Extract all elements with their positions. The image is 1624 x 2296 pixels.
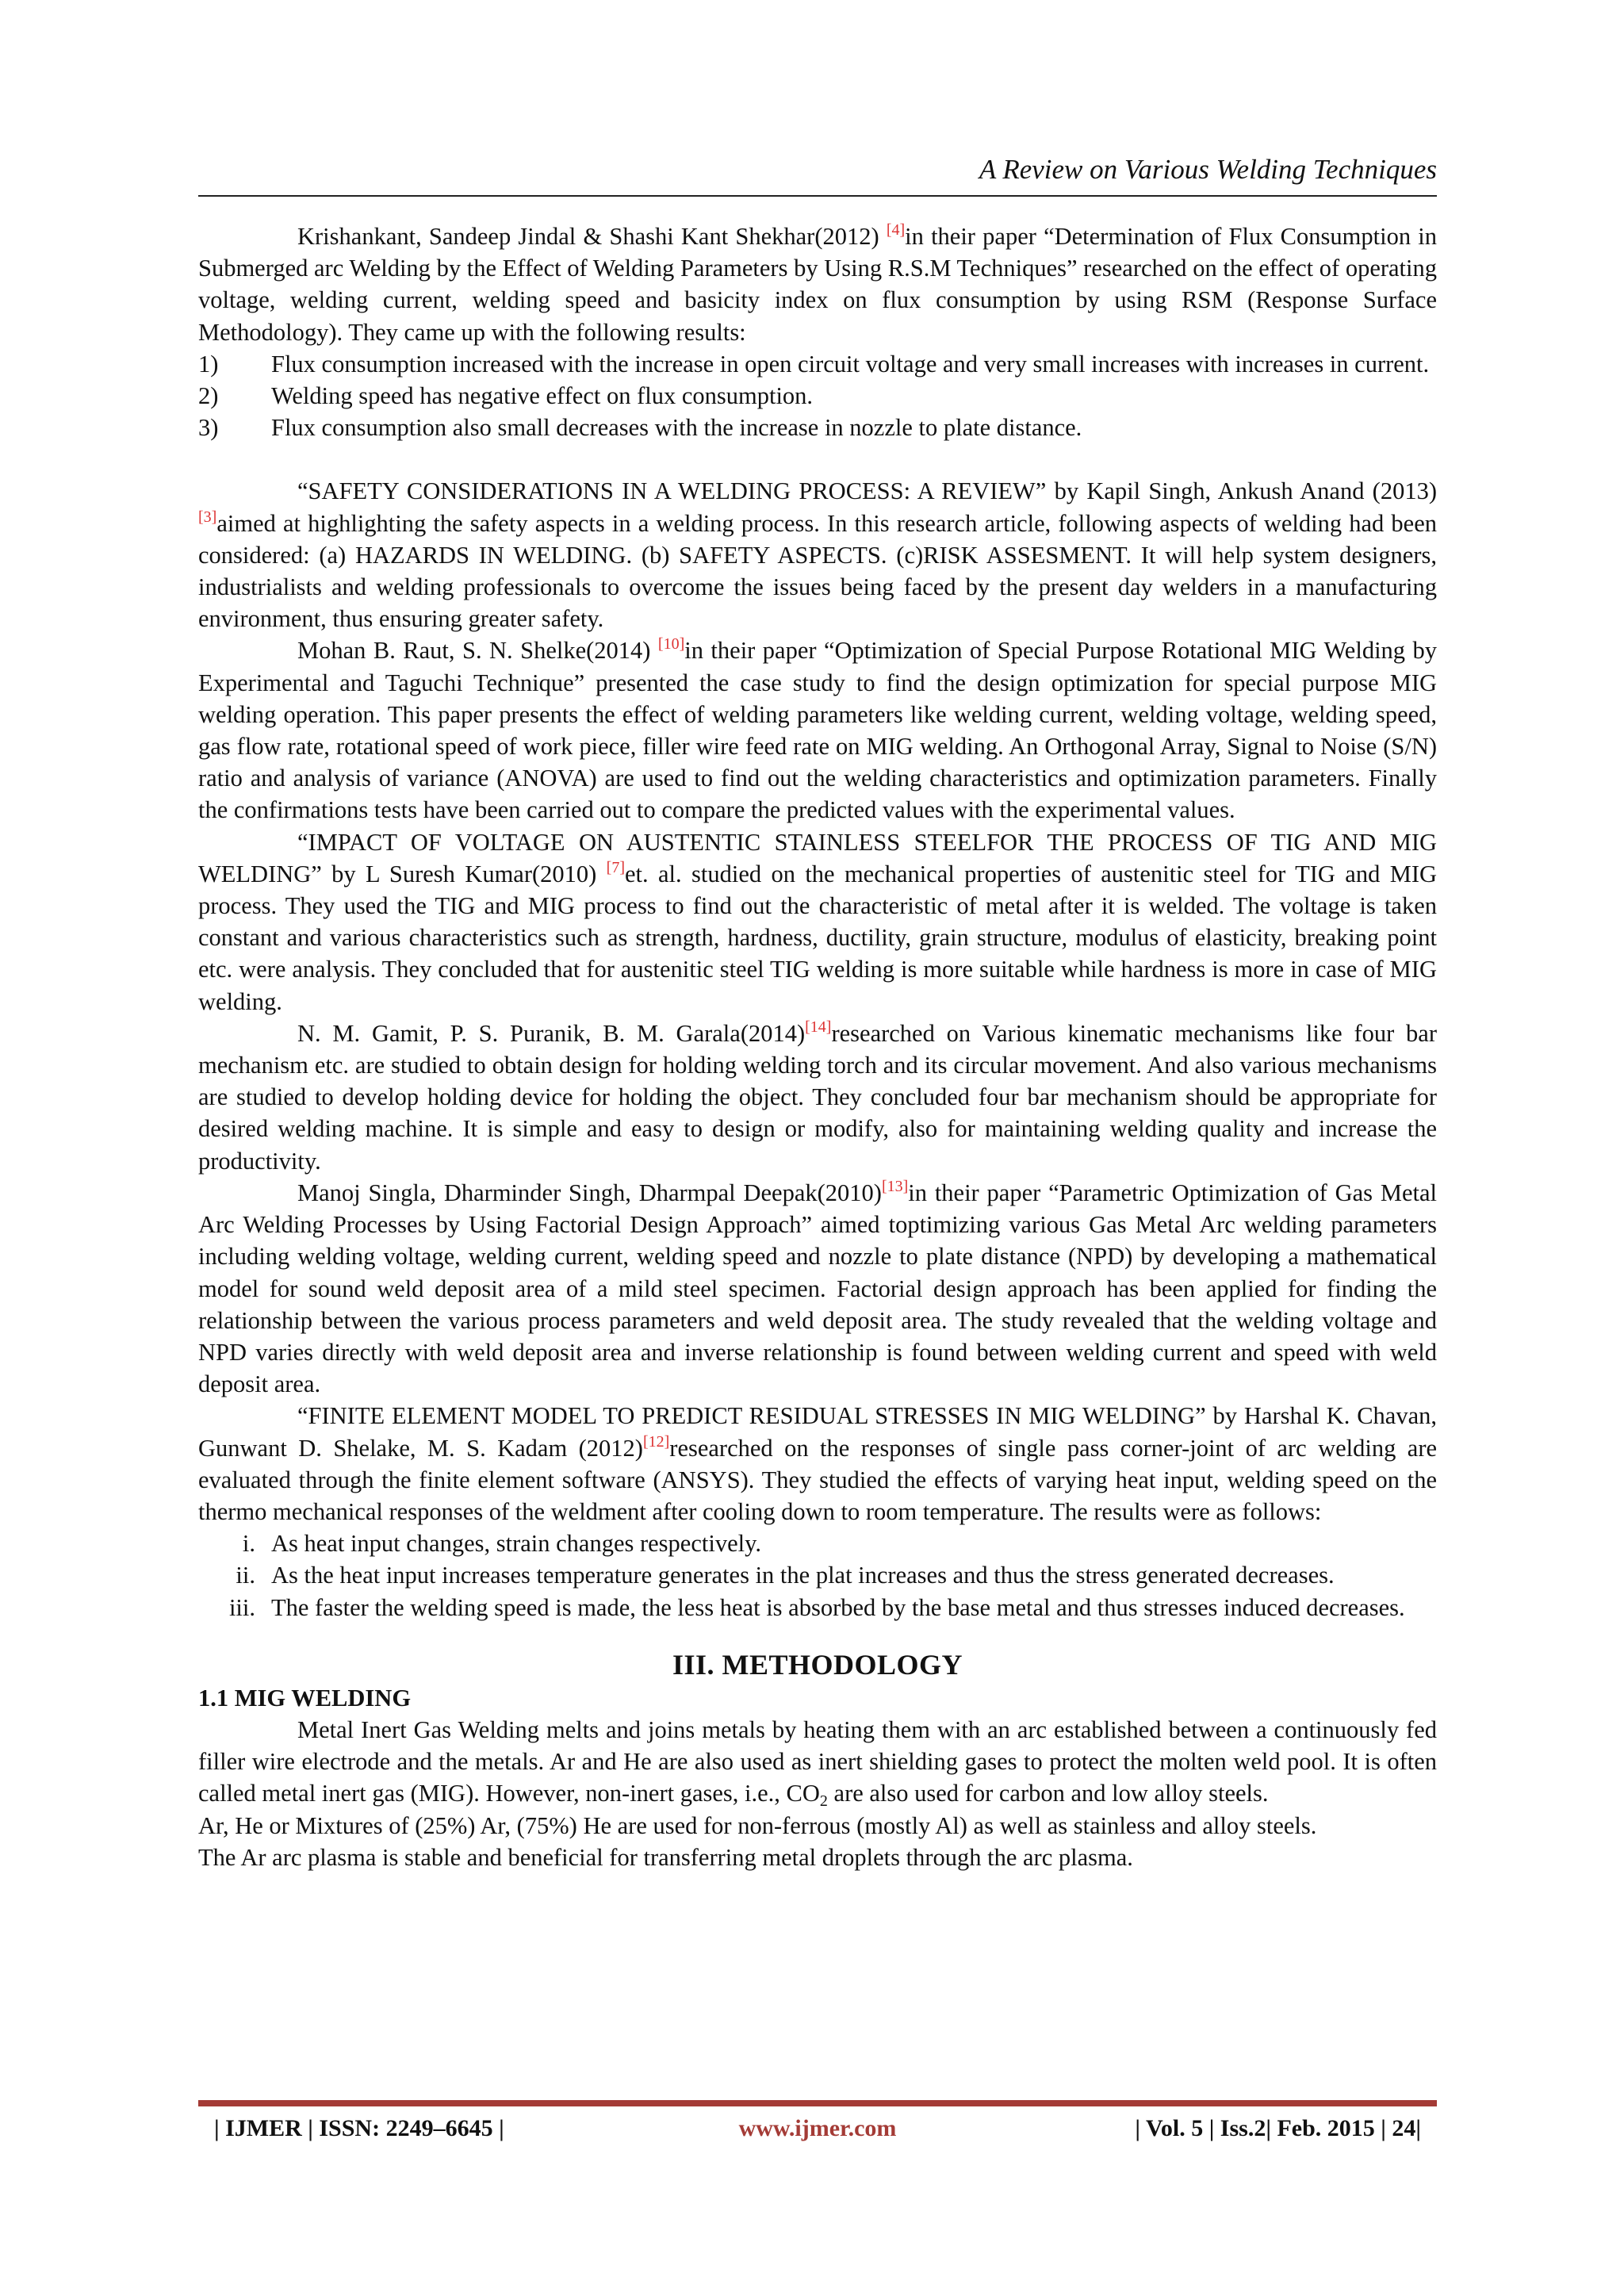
subsection-heading: 1.1 MIG WELDING <box>198 1684 412 1711</box>
list-item-text: Welding speed has negative effect on flux consumption. <box>271 382 814 410</box>
list-marker: 1) <box>198 350 219 378</box>
citation-ref[interactable]: [12] <box>642 1432 670 1451</box>
list-item <box>198 380 1437 412</box>
list-item <box>198 348 1437 380</box>
list-marker: 2) <box>198 382 219 410</box>
list-item <box>198 1527 1437 1559</box>
paragraph-text: Metal Inert Gas Welding melts and joins metals by heating them with an arc established between a continuously fed filler wire electrode and the metals. Ar and He are also used as inert shielding gases to protect the molten weld pool. It is often called metal inert gas (MIG). However, non-inert gases, i.e., CO <box>198 1715 1437 1807</box>
paragraph-text: in their paper “Determination of Flux Consumption in Submerged arc Welding by the Effect of Welding Parameters by Using R.S.M Techniques” researched on the effect of operating voltage, welding current, welding speed and basicity index on flux consumption by using RSM (Response Surface Methodology). They came up with the following results: <box>198 223 1437 346</box>
footer-rule <box>198 2100 1437 2106</box>
footer-volume: | Vol. 5 | Iss.2| Feb. 2015 | 24| <box>1135 2115 1421 2141</box>
list-marker: ii. <box>236 1562 255 1589</box>
paragraph-text: Krishankant, Sandeep Jindal & Shashi Kant Shekhar(2012) <box>297 223 887 250</box>
paragraph-text: in their paper “Optimization of Special Purpose Rotational MIG Welding by Experimental and Taguchi Technique” presented the case study to find the design optimization for special purpose MIG welding operation. This paper presents the effect of welding parameters like welding current, welding voltage, welding speed, gas flow rate, rotational speed of work piece, filler wire feed rate on MIG welding. An Orthogonal Array, Signal to Noise (S/N) ratio and analysis of variance (ANOVA) are used to find out the welding characteristics and optimization parameters. Finally the confirmations tests have been carried out to compare the predicted values with the experimental values. <box>198 637 1437 824</box>
paragraph-arc-plasma: The Ar arc plasma is stable and beneficial for transferring metal droplets through the arc plasma. <box>198 1843 1133 1871</box>
list-item <box>198 412 1437 443</box>
paragraph-gamit <box>198 1018 1437 1177</box>
paragraph-text: “FINITE ELEMENT MODEL TO PREDICT RESIDUAL STRESSES IN MIG WELDING” by Harshal K. Chavan, Gunwant D. Shelake, M. S. Kadam (2012) <box>198 1402 1437 1462</box>
paragraph-text: researched on Various kinematic mechanisms like four bar mechanism etc. are studied to obtain design for holding welding torch and its circular movement. And also various mechanisms are studied to develop holding device for holding the object. They concluded four bar mechanism should be appropriate for desired welding machine. It is simple and easy to design or modify, also for maintaining welding quality and increase the productivity. <box>198 1019 1437 1175</box>
paragraph-text: N. M. Gamit, P. S. Puranik, B. M. Garala(2014) <box>297 1019 806 1047</box>
list-item <box>198 1559 1437 1591</box>
paragraph-singla <box>198 1177 1437 1400</box>
citation-ref[interactable]: [10] <box>657 635 685 654</box>
paragraph-gas-mixtures: Ar, He or Mixtures of (25%) Ar, (75%) He are used for non-ferrous (mostly Al) as well as stainless and alloy steels. <box>198 1811 1317 1839</box>
citation-ref[interactable]: [3] <box>198 508 217 526</box>
section-heading: III. METHODOLOGY <box>672 1648 963 1681</box>
list-marker: i. <box>242 1530 255 1558</box>
list-item-text: As heat input changes, strain changes respectively. <box>271 1530 761 1558</box>
paragraph-mig-intro <box>198 1714 1437 1810</box>
list-item-text: As the heat input increases temperature generates in the plat increases and thus the stress generated decreases. <box>271 1562 1335 1589</box>
paragraph-text: “SAFETY CONSIDERATIONS IN A WELDING PROCESS: A REVIEW” by Kapil Singh, Ankush Anand (2013) <box>297 477 1437 505</box>
list-marker: iii. <box>228 1593 255 1621</box>
article-body <box>198 220 1437 1873</box>
subscript: 2 <box>819 1792 828 1811</box>
list-item-text: Flux consumption also small decreases with the increase in nozzle to plate distance. <box>271 414 1082 442</box>
running-title: A Review on Various Welding Techniques <box>979 154 1437 185</box>
citation-ref[interactable]: [4] <box>886 221 906 239</box>
list-item-text: Flux consumption increased with the increase in open circuit voltage and very small increases with increases in current. <box>271 350 1430 378</box>
paragraph-fem <box>198 1400 1437 1527</box>
footer-journal: | IJMER | ISSN: 2249–6645 | <box>214 2115 504 2141</box>
page-footer <box>214 2113 1421 2145</box>
paragraph-text: aimed at highlighting the safety aspects in a welding process. In this research article, following aspects of welding had been considered: (a) HAZARDS IN WELDING. (b) SAFETY ASPECTS. (c)RISK ASSESMENT. It will help system designers, industrialists and welding professionals to overcome the issues being faced by the present day welders in a manufacturing environment, thus ensuring greater safety. <box>198 509 1437 633</box>
paragraph-text: are also used for carbon and low alloy steels. <box>827 1780 1269 1807</box>
paragraph-raut <box>198 634 1437 826</box>
paragraph-text: “IMPACT OF VOLTAGE ON AUSTENTIC STAINLESS STEELFOR THE PROCESS OF TIG AND MIG WELDING” by L Suresh Kumar(2010) <box>198 828 1437 887</box>
fem-results-list <box>198 1527 1437 1623</box>
results-list <box>198 348 1437 444</box>
list-item-text: The faster the welding speed is made, the less heat is absorbed by the base metal and thus stresses induced decreases. <box>271 1593 1405 1621</box>
footer-website-link[interactable]: www.ijmer.com <box>738 2115 897 2141</box>
paragraph-text: Manoj Singla, Dharminder Singh, Dharmpal Deepak(2010) <box>297 1179 882 1206</box>
list-marker: 3) <box>198 414 219 442</box>
paragraph-text: et. al. studied on the mechanical properties of austenitic steel for TIG and MIG process. They used the TIG and MIG process to find out the characteristic of metal after it is welded. The voltage is taken constant and various characteristics such as strength, hardness, ductility, grain structure, modulus of elasticity, breaking point etc. were analysis. They concluded that for austenitic steel TIG welding is more suitable while hardness is more in case of MIG welding. <box>198 860 1437 1015</box>
citation-ref[interactable]: [7] <box>606 858 625 876</box>
paragraph-text: Mohan B. Raut, S. N. Shelke(2014) <box>297 637 658 665</box>
paragraph-voltage <box>198 826 1437 1018</box>
paragraph-krishankant <box>198 220 1437 348</box>
citation-ref[interactable]: [14] <box>805 1018 832 1036</box>
citation-ref[interactable]: [13] <box>881 1177 909 1195</box>
header-rule <box>198 195 1437 197</box>
paragraph-safety <box>198 475 1437 634</box>
paragraph-text: researched on the responses of single pass corner-joint of arc welding are evaluated through the finite element software (ANSYS). They studied the effects of varying heat input, welding speed on the thermo mechanical responses of the weldment after cooling down to room temperature. The results were as follows: <box>198 1434 1438 1525</box>
paragraph-text: in their paper “Parametric Optimization of Gas Metal Arc Welding Processes by Using Factorial Design Approach” aimed toptimizing various Gas Metal Arc welding parameters including welding voltage, welding current, welding speed and nozzle to plate distance (NPD) by developing a mathematical model for sound weld deposit area of a mild steel specimen. Factorial design approach has been applied for finding the relationship between the various process parameters and weld deposit area. The study revealed that the welding voltage and NPD varies directly with weld deposit area and inverse relationship is found between welding current and speed with weld deposit area. <box>198 1179 1437 1398</box>
list-item <box>198 1592 1437 1623</box>
